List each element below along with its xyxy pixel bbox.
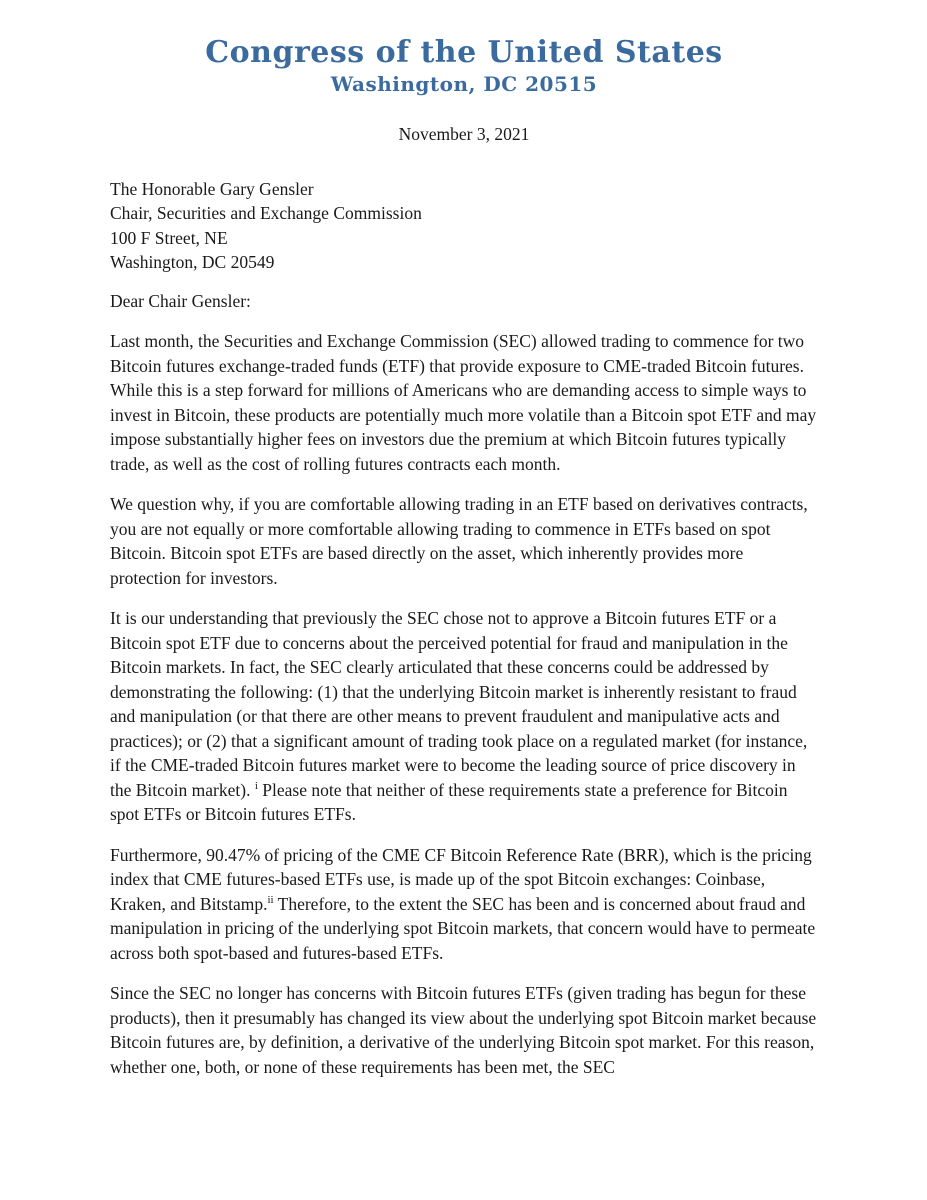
footnote-reference-i: i [254, 779, 258, 792]
salutation: Dear Chair Gensler: [110, 290, 251, 311]
letterhead-address: Washington, DC 20515 [330, 72, 598, 96]
recipient-name: The Honorable Gary Gensler [110, 178, 314, 199]
paragraph-text: Since the SEC no longer has concerns with Bitcoin futures ETFs (given trading has begun for these products), then it presumably has changed its view about the underlying spot Bitcoin market because Bitcoin futures are, by definition, a derivative of the underlying Bitcoin spot market. For this reason, whether one, both, or none of these requirements has been met, the SEC [110, 983, 817, 1077]
footnote-reference-ii: ii [267, 893, 274, 906]
letter-paragraph-5 [110, 981, 818, 1079]
letter-paragraph-1 [110, 329, 818, 476]
letterhead [110, 36, 818, 96]
recipient-title: Chair, Securities and Exchange Commission [110, 203, 422, 223]
paragraph-text: Furthermore, 90.47% of pricing of the CME CF Bitcoin Reference Rate (BRR), which is the pricing index that CME futures-based ETFs use, is made up of the spot Bitcoin exchanges: Coinbase, Kraken, and Bitstamp. [110, 844, 812, 914]
recipient-city: Washington, DC 20549 [110, 252, 275, 272]
paragraph-text: Therefore, to the extent the SEC has been and is concerned about fraud and manipulation in pricing of the underlying spot Bitcoin markets, that concern would have to permeate across both spot-based and futures-based ETFs. [110, 893, 816, 963]
letterhead-title: Congress of the United States [205, 35, 723, 70]
paragraph-text: We question why, if you are comfortable allowing trading in an ETF based on derivatives contracts, you are not equally or more comfortable allowing trading to commence in ETFs based on spot Bitcoin. Bitcoin spot ETFs are based directly on the asset, which inherently provides more protection for investors. [110, 494, 808, 588]
paragraph-text: Last month, the Securities and Exchange Commission (SEC) allowed trading to commence for two Bitcoin futures exchange-traded funds (ETF) that provide exposure to CME-traded Bitcoin futures. While this is a step forward for millions of Americans who are demanding access to simple ways to invest in Bitcoin, these products are potentially much more volatile than a Bitcoin spot ETF and may impose substantially higher fees on investors due the premium at which Bitcoin futures typically trade, as well as the cost of rolling futures contracts each month. [110, 331, 817, 474]
letter-paragraph-4 [110, 843, 818, 966]
paragraph-text: Please note that neither of these requirements state a preference for Bitcoin spot ETFs or Bitcoin futures ETFs. [110, 779, 788, 824]
letter-paragraph-2 [110, 492, 818, 590]
paragraph-text: It is our understanding that previously the SEC chose not to approve a Bitcoin futures ETF or a Bitcoin spot ETF due to concerns about the perceived potential for fraud and manipulation in the Bitcoin markets. In fact, the SEC clearly articulated that these concerns could be addressed by demonstrating the following: (1) that the underlying Bitcoin market is inherently resistant to fraud and manipulation (or that there are other means to prevent fraudulent and manipulative acts and practices); or (2) that a significant amount of trading took place on a regulated market (for instance, if the CME-traded Bitcoin futures market were to become the leading source of price discovery in the Bitcoin market). [110, 608, 808, 800]
recipient-block [110, 177, 818, 275]
letter-body [110, 329, 818, 1079]
letter-paragraph-3 [110, 606, 818, 827]
recipient-street: 100 F Street, NE [110, 227, 228, 248]
letter-date: November 3, 2021 [398, 124, 530, 144]
